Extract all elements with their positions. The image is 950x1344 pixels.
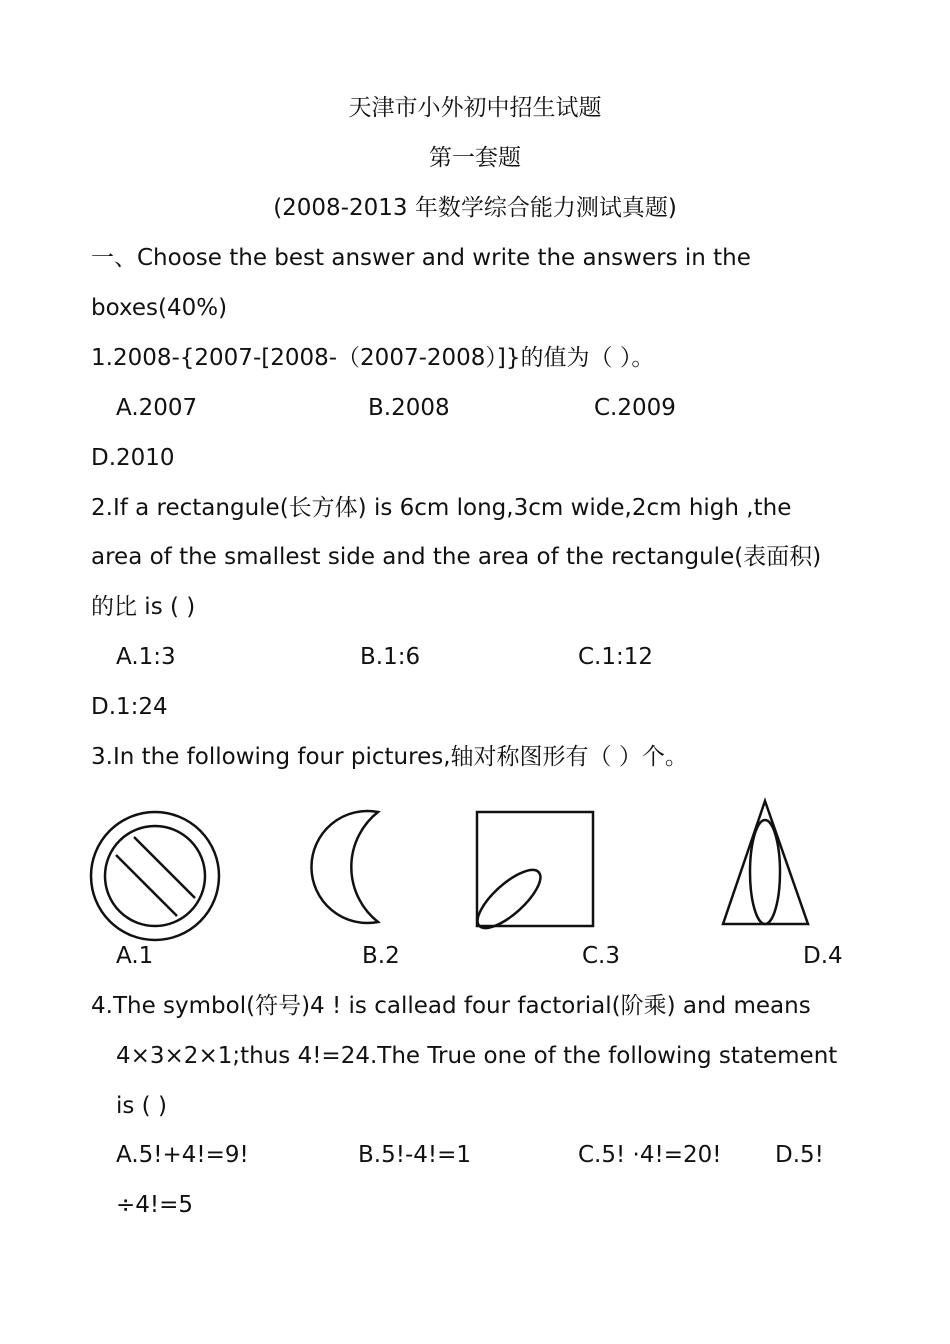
q4-option-d: D.5! — [775, 1142, 824, 1168]
q3-option-a: A.1 — [116, 943, 154, 969]
q4-option-c: C.5! ·4!=20! — [578, 1142, 722, 1168]
q4-option-d-cont: ÷4!=5 — [116, 1192, 194, 1218]
question-4-text-cont: 4×3×2×1;thus 4!=24.The True one of the following statement — [116, 1043, 838, 1069]
question-1-text: 1.2008-{2007-[2008-（2007-2008）]}的值为（ ）。 — [91, 345, 655, 371]
page-subtitle: 第一套题 — [429, 145, 521, 171]
q1-option-d: D.2010 — [91, 445, 175, 471]
question-2-text: 2.If a rectangule(长方体) is 6cm long,3cm wide,2cm high ,the — [91, 495, 792, 521]
q1-option-c: C.2009 — [594, 395, 676, 421]
question-4-text: 4.The symbol(符号)4 ! is callead four factorial(阶乘) and means — [91, 993, 811, 1019]
question-3-text: 3.In the following four pictures,轴对称图形有（ ）个。 — [91, 744, 688, 770]
q2-option-c: C.1:12 — [578, 644, 654, 670]
q2-option-b: B.1:6 — [360, 644, 421, 670]
q2-option-a: A.1:3 — [116, 644, 176, 670]
q3-option-c: C.3 — [582, 943, 621, 969]
question-2-text-cont: area of the smallest side and the area of the rectangule(表面积) — [91, 544, 822, 570]
square-ellipse-icon — [475, 810, 597, 932]
q4-option-b: B.5!-4!=1 — [358, 1142, 472, 1168]
exam-range: (2008-2013 年数学综合能力测试真题) — [273, 195, 677, 221]
q3-option-d: D.4 — [803, 943, 843, 969]
section-heading: 一、Choose the best answer and write the answers in the — [91, 245, 751, 271]
crescent-icon — [318, 808, 384, 928]
question-4-text-cont2: is ( ) — [116, 1093, 167, 1119]
q3-option-b: B.2 — [362, 943, 400, 969]
no-sign-icon — [88, 808, 224, 944]
q4-option-a: A.5!+4!=9! — [116, 1142, 249, 1168]
question-2-text-cont2: 的比 is ( ) — [91, 594, 196, 620]
q2-option-d: D.1:24 — [91, 694, 168, 720]
section-heading-cont: boxes(40%) — [91, 295, 228, 321]
triangle-ellipse-icon — [720, 798, 812, 930]
q1-option-b: B.2008 — [368, 395, 450, 421]
page-title: 天津市小外初中招生试题 — [348, 95, 602, 121]
q1-option-a: A.2007 — [116, 395, 198, 421]
